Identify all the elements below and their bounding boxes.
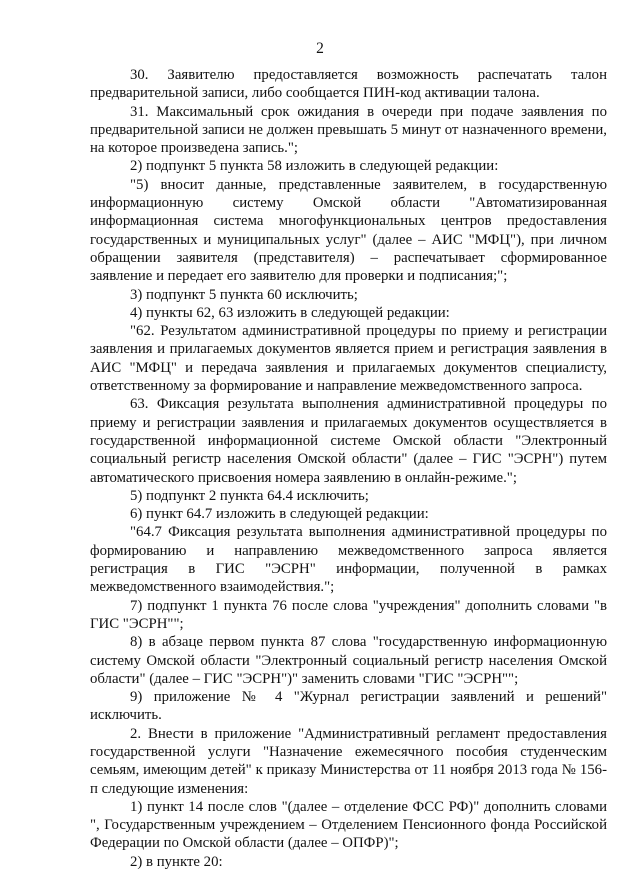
subparagraph-5: "5) вносит данные, представленные заявителем, в государственную информационную систему Омской области "Автоматизированная информационная система многофункциональных центров предоставления государственных и муниципальных услуг" (далее – АИС "МФЦ"), при личном обращении заявителя (представителя) – распечатывает сформированное заявление и передает его заявителю для проверки и подписания;"; [90,176,607,285]
paragraph-31: 31. Максимальный срок ожидания в очереди при подаче заявления по предварительной записи не должен превышать 5 минут от назначенного времени, на которое произведена запись."; [90,103,607,157]
page-number: 2 [316,40,324,57]
section-2-item-1: 1) пункт 14 после слов "(далее – отделение ФСС РФ)" дополнить словами ", Государственным учреждением – Отделением Пенсионного фонда Российской Федерации по Омской области (далее – ОПФР)"; [90,798,607,852]
amendment-5: 5) подпункт 2 пункта 64.4 исключить; [130,487,369,504]
paragraph-62: "62. Результатом административной процедуры по приему и регистрации заявления и прилагаемых документов является прием и регистрация заявления в АИС "МФЦ" и передача заявления и прилагаемых документов специалисту, ответственному за формирование и направление межведомственного запроса. [90,323,607,395]
amendment-3: 3) подпункт 5 пункта 60 исключить; [130,286,358,303]
section-2-item-2: 2) в пункте 20: [130,853,223,870]
paragraph-30: 30. Заявителю предоставляется возможность распечатать талон предварительной записи, либо сообщается ПИН-код активации талона. [90,67,607,102]
amendment-2: 2) подпункт 5 пункта 58 изложить в следующей редакции: [130,158,499,175]
section-2-intro: 2. Внести в приложение "Административный регламент предоставления государственной услуги "Назначение ежемесячного пособия студенческим семьям, имеющим детей" к приказу Министерства от 11 ноября 2013 года № 156-п следующие изменения: [90,725,607,797]
amendment-7: 7) подпункт 1 пункта 76 после слова "учреждения" дополнить словами "в ГИС "ЭСРН""; [90,597,607,632]
amendment-6: 6) пункт 64.7 изложить в следующей редакции: [130,506,429,523]
amendment-8: 8) в абзаце первом пункта 87 слова "государственную информационную систему Омской области "Электронный социальный регистр населения Омской области" (далее – ГИС "ЭСРН")" заменить словами "ГИС "ЭСРН""; [90,634,607,687]
amendment-9: 9) приложение № 4 "Журнал регистрации заявлений и решений" исключить. [90,689,607,724]
paragraph-63: 63. Фиксация результата выполнения административной процедуры по приему и регистрации заявления и прилагаемых документов осуществляется в государственной информационной системе Омской области "Электронный социальный регистр населения Омской области" (далее – ГИС "ЭСРН") путем автоматического присвоения номера заявлению в онлайн-режиме."; [90,396,607,486]
paragraph-64-7: "64.7 Фиксация результата выполнения административной процедуры по формированию и направлению межведомственного запроса является регистрация в ГИС "ЭСРН" информации, полученной в рамках межведомственного взаимодействия."; [90,524,607,596]
document-body [90,66,607,871]
amendment-4: 4) пункты 62, 63 изложить в следующей редакции: [130,304,450,321]
